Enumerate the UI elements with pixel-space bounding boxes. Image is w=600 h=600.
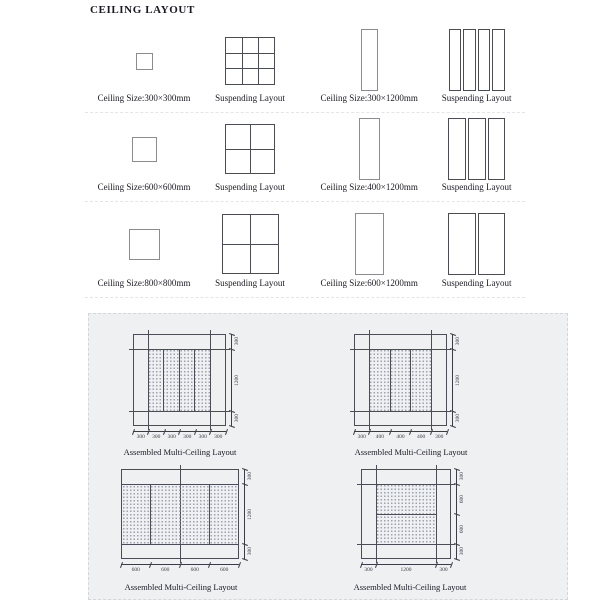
ceiling-size-figure xyxy=(85,211,203,289)
dimension-chain-right xyxy=(231,334,242,426)
dim-segment xyxy=(411,432,432,441)
dim-segment xyxy=(390,432,411,441)
dim-label: 1200 xyxy=(455,374,461,386)
dim-segment xyxy=(232,349,242,411)
dimension-chain-bottom xyxy=(121,564,239,574)
panel-bar xyxy=(448,213,476,275)
suspending-bars-3col xyxy=(448,118,505,180)
dim-label: 300 xyxy=(357,434,366,440)
ceiling-size-label: Ceiling Size:300×1200mm xyxy=(320,93,418,103)
dim-segment xyxy=(180,432,196,441)
shape-area xyxy=(85,117,203,181)
suspending-cell-300x1200 xyxy=(310,28,525,104)
dim-label: 300 xyxy=(198,434,207,440)
tile-divider xyxy=(179,349,180,411)
dim-label: 300 xyxy=(234,337,240,346)
construction-line xyxy=(436,465,437,563)
assembled-figure-1 xyxy=(119,326,279,476)
dim-label: 600 xyxy=(190,567,199,573)
suspending-cell-300x300 xyxy=(85,30,297,104)
shape-area xyxy=(310,211,428,277)
suspending-layout-label: Suspending Layout xyxy=(441,182,512,192)
dim-label: 400 xyxy=(396,434,405,440)
dim-segment xyxy=(232,411,242,426)
dim-segment xyxy=(180,565,210,574)
panel-bar xyxy=(463,29,476,91)
tile-divider xyxy=(150,484,151,544)
dim-label: 300 xyxy=(459,472,465,481)
dim-label: 300 xyxy=(455,414,461,423)
construction-line xyxy=(129,411,230,412)
suspending-layout-figure xyxy=(203,30,297,104)
shape-area xyxy=(203,211,297,277)
suspending-bars-2col xyxy=(448,213,505,275)
dimension-chain-right xyxy=(244,469,255,559)
suspending-row-1 xyxy=(85,28,525,113)
dimension-chain-right xyxy=(456,469,467,559)
dim-segment xyxy=(211,432,227,441)
dim-label: 300 xyxy=(435,434,444,440)
dim-label: 400 xyxy=(375,434,384,440)
dim-segment xyxy=(453,411,463,426)
dimension-chain-bottom xyxy=(354,431,447,441)
suspending-cell-600x600 xyxy=(85,117,297,193)
dim-label: 300 xyxy=(439,567,448,573)
shape-area xyxy=(310,117,428,181)
dim-label: 300 xyxy=(167,434,176,440)
panel-bar xyxy=(449,29,462,91)
suspending-bars-4col xyxy=(449,29,505,91)
dim-label: 300 xyxy=(364,567,373,573)
suspending-layout-label: Suspending Layout xyxy=(215,182,285,192)
dim-segment xyxy=(210,565,240,574)
suspending-layout-figure xyxy=(203,117,297,193)
grid-line xyxy=(226,149,274,150)
grid-line xyxy=(223,244,278,245)
panel-bar xyxy=(478,213,506,275)
dim-label: 300 xyxy=(247,472,253,481)
shape-area xyxy=(428,211,525,277)
dim-segment xyxy=(149,432,165,441)
dim-label: 300 xyxy=(214,434,223,440)
suspending-layout-figure xyxy=(428,211,525,289)
dim-segment xyxy=(245,484,255,544)
dimension-chain-bottom xyxy=(133,431,226,441)
ceiling-size-figure xyxy=(85,30,203,104)
ceiling-size-label: Ceiling Size:400×1200mm xyxy=(320,182,418,192)
suspending-row-2 xyxy=(85,113,525,202)
suspending-cell-800x800 xyxy=(85,211,297,289)
dim-label: 300 xyxy=(152,434,161,440)
suspending-grid-2x2 xyxy=(225,124,275,174)
construction-line xyxy=(350,411,451,412)
ceiling-size-shape-600x1200 xyxy=(355,213,384,275)
dim-label: 600 xyxy=(459,494,465,504)
ceiling-size-shape-400x1200 xyxy=(359,118,380,180)
grid-line xyxy=(242,38,243,84)
assembled-figure-3 xyxy=(107,461,277,600)
ceiling-size-shape-600x600 xyxy=(132,137,157,162)
shape-area xyxy=(428,117,525,181)
dimension-chain-bottom xyxy=(361,564,451,574)
panel-bar xyxy=(468,118,486,180)
dim-label: 600 xyxy=(131,567,140,573)
dim-label: 1200 xyxy=(247,508,253,520)
assembled-figure-4 xyxy=(347,461,517,600)
grid-line xyxy=(258,38,259,84)
dim-label: 300 xyxy=(459,547,465,556)
suspending-layout-label: Suspending Layout xyxy=(441,93,512,103)
suspending-grid-2x2 xyxy=(222,214,279,274)
dim-label: 300 xyxy=(247,547,253,556)
ceiling-size-figure xyxy=(310,117,428,193)
suspending-cell-400x1200 xyxy=(310,117,525,193)
shape-area xyxy=(203,117,297,181)
ceiling-size-figure xyxy=(310,28,428,104)
dim-segment xyxy=(436,565,451,574)
dim-segment xyxy=(376,565,436,574)
dim-segment xyxy=(245,469,255,484)
ceiling-size-label: Ceiling Size:600×1200mm xyxy=(320,278,418,288)
suspending-layout-label: Suspending Layout xyxy=(215,278,285,288)
tile-divider xyxy=(410,349,411,411)
grid-line xyxy=(226,68,274,69)
suspending-grid-3x3 xyxy=(225,37,275,85)
dim-label: 600 xyxy=(459,524,465,534)
assembled-caption: Assembled Multi-Ceiling Layout xyxy=(354,447,468,457)
dim-segment xyxy=(457,514,467,544)
tile-divider xyxy=(194,349,195,411)
dimension-chain-right xyxy=(452,334,463,426)
construction-line xyxy=(210,330,211,430)
dim-segment xyxy=(457,544,467,559)
panel-bar xyxy=(478,29,491,91)
panel-bar xyxy=(488,118,506,180)
assembled-figure-2 xyxy=(340,326,500,476)
assembled-caption: Assembled Multi-Ceiling Layout xyxy=(124,582,238,592)
ceiling-size-figure xyxy=(85,117,203,193)
construction-line xyxy=(431,330,432,430)
ceiling-size-shape-300x1200 xyxy=(361,29,378,91)
dim-label: 300 xyxy=(455,337,461,346)
dim-segment xyxy=(151,565,181,574)
suspending-layout-label: Suspending Layout xyxy=(215,93,285,103)
dim-segment xyxy=(453,349,463,411)
panel-bar xyxy=(448,118,466,180)
tile-divider xyxy=(390,349,391,411)
shape-area xyxy=(428,28,525,92)
dim-label: 600 xyxy=(220,567,229,573)
tile-divider xyxy=(376,514,436,515)
shape-area xyxy=(203,30,297,92)
ceiling-size-shape-300x300 xyxy=(136,53,153,70)
dim-label: 300 xyxy=(183,434,192,440)
assembled-caption: Assembled Multi-Ceiling Layout xyxy=(123,447,237,457)
dim-segment xyxy=(453,334,463,349)
suspending-row-3 xyxy=(85,202,525,298)
ceiling-size-label: Ceiling Size:300×300mm xyxy=(97,93,191,103)
ceiling-tile-area xyxy=(122,485,238,544)
dim-segment xyxy=(361,565,376,574)
dim-segment xyxy=(232,334,242,349)
suspending-layout-figure xyxy=(428,117,525,193)
construction-line xyxy=(357,544,455,545)
dim-segment xyxy=(457,484,467,514)
dim-segment xyxy=(457,469,467,484)
ceiling-tile-area xyxy=(369,349,431,411)
dim-label: 1200 xyxy=(400,567,412,573)
dim-label: 400 xyxy=(417,434,426,440)
ceiling-size-label: Ceiling Size:800×800mm xyxy=(97,278,191,288)
ceiling-size-figure xyxy=(310,211,428,289)
dim-segment xyxy=(245,544,255,559)
dim-segment xyxy=(432,432,448,441)
dim-label: 1200 xyxy=(234,374,240,386)
ceiling-size-label: Ceiling Size:600×600mm xyxy=(97,182,191,192)
dim-segment xyxy=(121,565,151,574)
tile-divider xyxy=(163,349,164,411)
dim-label: 600 xyxy=(161,567,170,573)
grid-line xyxy=(226,53,274,54)
shape-area xyxy=(85,30,203,92)
shape-area xyxy=(85,211,203,277)
page-title: CEILING LAYOUT xyxy=(90,4,195,16)
suspending-layout-label: Suspending Layout xyxy=(441,278,512,288)
ceiling-size-shape-800x800 xyxy=(129,229,160,260)
suspending-cell-600x1200 xyxy=(310,211,525,289)
panel-bar xyxy=(492,29,505,91)
assembled-caption: Assembled Multi-Ceiling Layout xyxy=(353,582,467,592)
dim-label: 300 xyxy=(234,414,240,423)
shape-area xyxy=(310,28,428,92)
suspending-layout-figure xyxy=(428,28,525,104)
suspending-layout-figure xyxy=(203,211,297,289)
assembled-panel xyxy=(88,313,568,600)
dim-segment xyxy=(370,432,391,441)
dim-label: 300 xyxy=(136,434,145,440)
tile-divider xyxy=(209,484,210,544)
